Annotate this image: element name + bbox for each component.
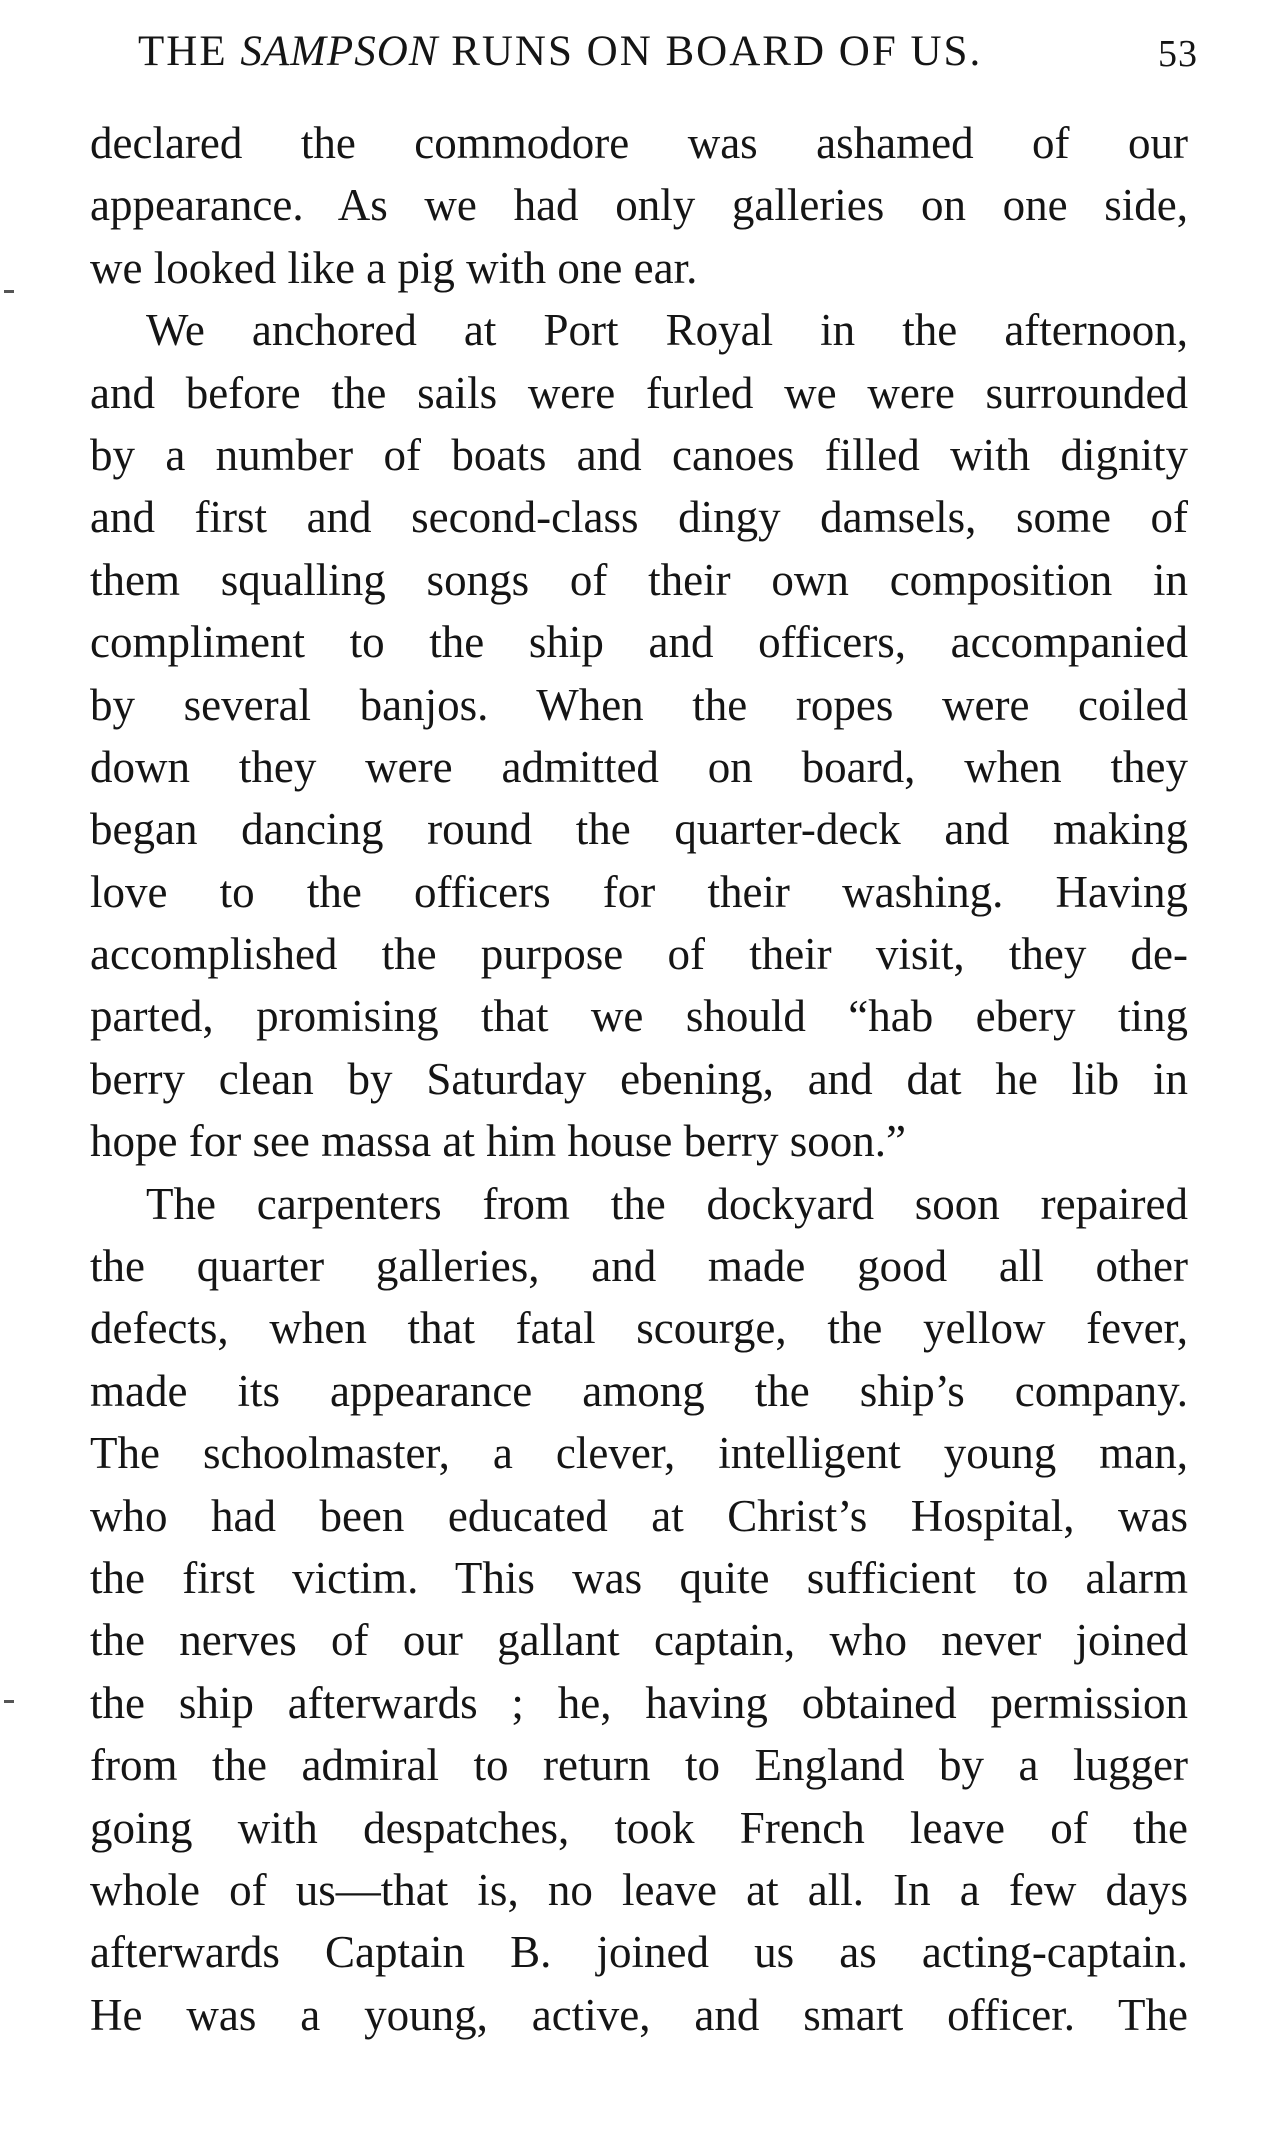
text-line: the nerves of our gallant captain, who never joined — [90, 1615, 1188, 1666]
text-line: defects, when that fatal scourge, the yellow fever, — [90, 1303, 1188, 1354]
text-line: the ship afterwards ; he, having obtained permission — [90, 1677, 1188, 1728]
running-header — [138, 22, 1198, 82]
text-line: He was a young, active, and smart officer. The — [90, 1989, 1188, 2040]
text-line: declared the commodore was ashamed of our — [90, 118, 1188, 168]
text-line: and first and second-class dingy damsels, some of — [90, 492, 1188, 543]
text-line: by a number of boats and canoes filled with dignity — [90, 429, 1188, 480]
text-line: love to the officers for their washing. Having — [90, 866, 1188, 917]
text-line: whole of us—that is, no leave at all. In a few days — [90, 1864, 1188, 1915]
text-line: compliment to the ship and officers, accompanied — [90, 617, 1188, 668]
text-line: afterwards Captain B. joined us as acting-captain. — [90, 1927, 1188, 1978]
body-text — [90, 112, 1188, 2046]
text-line: we looked like a pig with one ear. — [90, 242, 698, 293]
text-line: from the admiral to return to England by a lugger — [90, 1740, 1188, 1791]
title-part-1: THE — [138, 28, 241, 75]
text-line: parted, promising that we should “hab ebery ting — [90, 991, 1188, 1042]
scan-edge-mark — [4, 1700, 14, 1703]
text-line: accomplished the purpose of their visit, they de- — [90, 929, 1188, 980]
paragraph — [90, 299, 1188, 1172]
text-line: by several banjos. When the ropes were coiled — [90, 679, 1188, 730]
text-line: who had been educated at Christ’s Hospital, was — [90, 1490, 1188, 1541]
scan-edge-mark — [4, 290, 14, 293]
text-line: The carpenters from the dockyard soon repaired — [146, 1178, 1188, 1229]
title-part-2: RUNS ON BOARD OF US. — [438, 28, 983, 75]
text-line: them squalling songs of their own composition in — [90, 554, 1188, 605]
text-line: We anchored at Port Royal in the afternoon, — [146, 305, 1188, 356]
text-line: going with despatches, took French leave of the — [90, 1802, 1188, 1853]
text-line: down they were admitted on board, when they — [90, 741, 1188, 792]
text-line: and before the sails were furled we were surrounded — [90, 367, 1188, 418]
text-line: began dancing round the quarter-deck and making — [90, 804, 1188, 855]
text-line: hope for see massa at him house berry soon.” — [90, 1116, 907, 1167]
text-line: appearance. As we had only galleries on one side, — [90, 180, 1188, 231]
paragraph — [90, 112, 1188, 299]
page-number: 53 — [1158, 33, 1198, 75]
text-line: made its appearance among the ship’s company. — [90, 1365, 1188, 1416]
running-title — [138, 22, 982, 82]
ship-name: SAMPSON — [240, 28, 439, 75]
text-line: The schoolmaster, a clever, intelligent young man, — [90, 1428, 1188, 1479]
paragraph — [90, 1173, 1188, 2046]
text-line: berry clean by Saturday ebening, and dat he lib in — [90, 1053, 1188, 1104]
text-line: the quarter galleries, and made good all other — [90, 1241, 1188, 1292]
text-line: the first victim. This was quite sufficient to alarm — [90, 1552, 1188, 1603]
